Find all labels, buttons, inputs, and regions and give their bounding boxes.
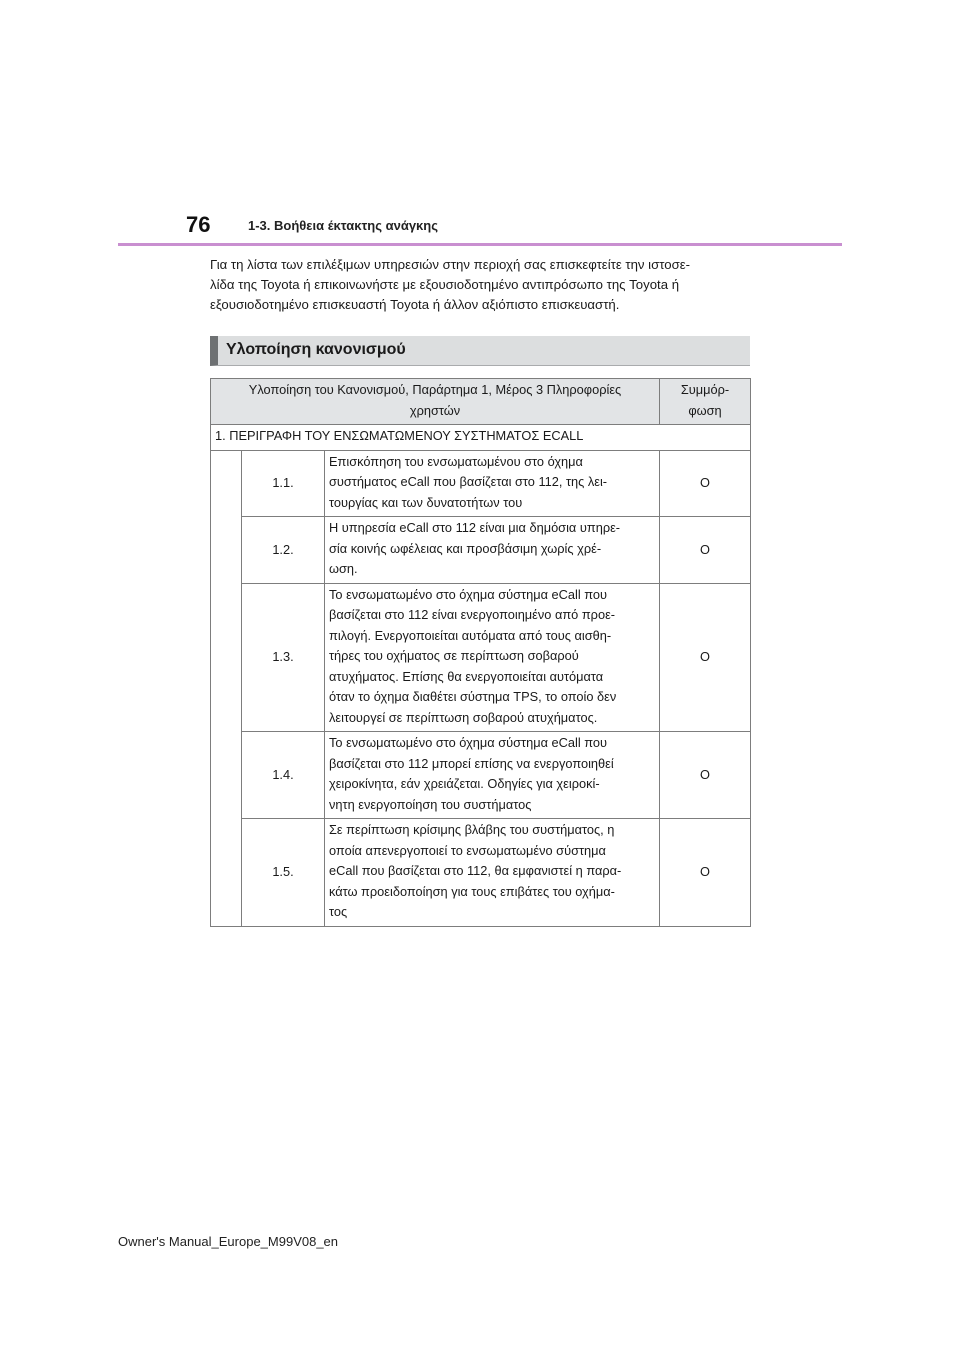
row-line: κάτω προειδοποίηση για τους επιβάτες του οχήμα- [329, 883, 615, 899]
page-number: 76 [186, 212, 211, 237]
row-line: οποία απενεργοποιεί το ενσωματωμένο σύστημα [329, 842, 606, 858]
header-line: χρηστών [409, 402, 461, 418]
row-line: πιλογή. Ενεργοποιείται αυτόματα από τους αισθη- [329, 627, 612, 643]
row-line: βασίζεται στο 112 είναι ενεργοποιημένο από προε- [329, 607, 616, 622]
row-number: 1.3. [242, 583, 325, 732]
intro-line: εξουσιοδοτημένο επισκευαστή Toyota ή άλλον αξιόπιστο επισκευαστή. [210, 297, 620, 312]
header-compliance [660, 379, 751, 425]
row-line: τουργίας και των δυνατοτήτων του [329, 494, 523, 510]
intro-line: λίδα της Toyota ή επικοινωνήστε με εξουσιοδοτημένο αντιπρόσωπο της Toyota ή [210, 277, 680, 292]
row-line: τος [329, 904, 348, 919]
row-number: 1.1. [242, 450, 325, 517]
row-line: βασίζεται στο 112 μπορεί επίσης να ενεργοποιηθεί [329, 755, 614, 771]
footer-manual-id: Owner's Manual_Europe_M99V08_en [118, 1234, 339, 1249]
subsection-heading [210, 336, 750, 366]
row-line: όταν το όχημα διαθέτει σύστημα TPS, το οποίο δεν [329, 689, 617, 704]
row-compliance: O [660, 517, 751, 584]
row-line: Επισκόπηση του ενσωματωμένου στο όχημα [329, 453, 583, 469]
table-row [211, 450, 751, 517]
row-line: νητη ενεργοποίηση του συστήματος [329, 796, 532, 812]
row-line: ατυχήματος. Επίσης θα ενεργοποιείται αυτόματα [329, 668, 604, 684]
row-description [325, 583, 660, 732]
table-row [211, 583, 751, 732]
table-row [211, 517, 751, 584]
row-compliance: O [660, 732, 751, 819]
row-line: ωση. [329, 561, 358, 576]
row-line: Το ενσωματωμένο στο όχημα σύστημα eCall που [329, 586, 608, 602]
row-number: 1.2. [242, 517, 325, 584]
table-header-row [211, 379, 751, 425]
row-line: eCall που βασίζεται στο 112, θα εμφανιστεί η παρα- [329, 863, 622, 878]
table-row [211, 732, 751, 819]
intro-line: Για τη λίστα των επιλέξιμων υπηρεσιών στην περιοχή σας επισκεφτείτε την ιστοσε- [210, 257, 691, 272]
subsection-heading-text: Υλοποίηση κανονισμού [226, 341, 406, 358]
row-number: 1.4. [242, 732, 325, 819]
row-description [325, 450, 660, 517]
row-line: Το ενσωματωμένο στο όχημα σύστημα eCall που [329, 735, 608, 750]
row-line: χειροκίνητα, εάν χρειάζεται. Οδηγίες για χειροκί- [329, 776, 600, 791]
row-number: 1.5. [242, 819, 325, 927]
row-line: συστήματος eCall που βασίζεται στο 112, της λει- [329, 474, 608, 489]
header-divider [118, 243, 842, 246]
header-line: φωση [688, 402, 722, 418]
row-line: τήρες του οχήματος σε περίπτωση σοβαρού [329, 648, 579, 663]
header-line: Συμμόρ- [680, 382, 730, 397]
row-line: σία κοινής ωφέλειας και προσβάσιμη χωρίς χρέ- [329, 540, 602, 556]
section-title: 1-3. Βοήθεια έκτακτης ανάγκης [248, 218, 438, 233]
row-compliance: O [660, 450, 751, 517]
row-compliance: O [660, 819, 751, 927]
header-implementation [211, 379, 660, 425]
row-description [325, 517, 660, 584]
intro-paragraph [210, 255, 755, 315]
section-row-title: 1. ΠΕΡΙΓΡΑΦΗ ΤΟΥ ΕΝΣΩΜΑΤΩΜΕΝΟΥ ΣΥΣΤΗΜΑΤΟΣ ECALL [211, 425, 751, 451]
row-line: Σε περίπτωση κρίσιμης βλάβης του συστήματος, η [329, 822, 615, 837]
row-compliance: O [660, 583, 751, 732]
indent-cell [211, 450, 242, 926]
row-description [325, 732, 660, 819]
table-section-row [211, 425, 751, 451]
header-line: Υλοποίηση του Κανονισμού, Παράρτημα 1, Μέρος 3 Πληροφορίες [248, 382, 622, 397]
regulation-table [210, 378, 751, 927]
table-row [211, 819, 751, 927]
row-line: Η υπηρεσία eCall στο 112 είναι μια δημόσια υπηρε- [329, 520, 621, 535]
row-line: λειτουργεί σε περίπτωση σοβαρού ατυχήματος. [329, 709, 598, 725]
row-description [325, 819, 660, 927]
